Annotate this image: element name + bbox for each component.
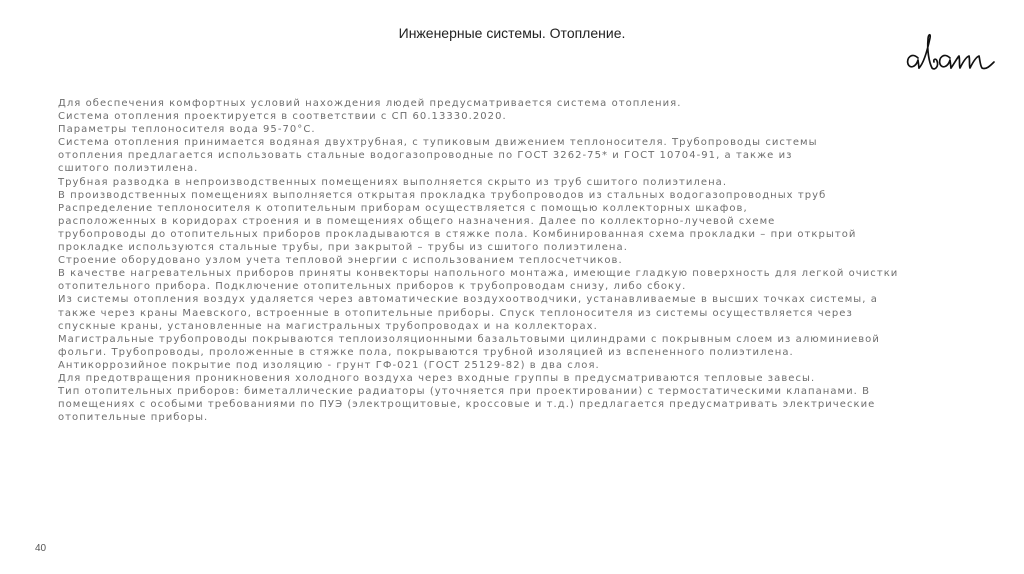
text-line: Из системы отопления воздух удаляется через автоматические воздухоотводчики, устанавливаемые в высших точках системы, а <box>58 294 878 306</box>
text-line: Параметры теплоносителя вода 95-70°С. <box>58 124 316 136</box>
text-line: Тип отопительных приборов: биметаллические радиаторы (уточняется при проектировании) с термостатическими клапанами. В <box>58 386 871 398</box>
text-line: помещениях с особыми требованиями по ПУЭ (электрощитовые, кроссовые и т.д.) предлагается предусматривать электрические <box>58 399 876 411</box>
text-line: Строение оборудовано узлом учета тепловой энергии с использованием теплосчетчиков. <box>58 255 623 267</box>
text-line: Распределение теплоносителя к отопительным приборам осуществляется с помощью коллекторных шкафов, <box>58 202 748 214</box>
text-line: В производственных помещениях выполняется открытая прокладка трубопроводов из стальных водогазопроводных труб <box>58 189 827 201</box>
brand-logo <box>902 28 1002 88</box>
text-line: Трубная разводка в непроизводственных помещениях выполняется скрыто из труб сшитого полиэтилена. <box>58 176 728 188</box>
text-line: трубопроводы до отопительных приборов прокладываются в стяжке пола. Комбинированная схема прокладки – при открытой <box>58 228 857 240</box>
text-line: также через краны Маевского, встроенные в отопительные приборы. Спуск теплоносителя из системы осуществляется через <box>58 307 853 319</box>
text-line: расположенных в коридорах строения и в помещениях общего назначения. Далее по коллекторно-лучевой схеме <box>58 215 776 227</box>
text-line: Магистральные трубопроводы покрываются теплоизоляционными базальтовыми цилиндрами с покрывным слоем из алюминиевой <box>58 333 880 345</box>
text-line: спускные краны, установленные на магистральных трубопроводах и на коллекторах. <box>58 320 598 332</box>
text-line: отопительного прибора. Подключение отопительных приборов к трубопроводам снизу, либо сбоку. <box>58 281 687 293</box>
text-line: Для предотвращения проникновения холодного воздуха через входные группы в предусматриваются тепловые завесы. <box>58 372 816 384</box>
text-line: прокладке используются стальные трубы, при закрытой – трубы из сшитого полиэтилена. <box>58 242 628 254</box>
page-number: 40 <box>35 543 47 554</box>
logo-signature-icon <box>902 28 1002 88</box>
text-line: Антикоррозийное покрытие под изоляцию - грунт ГФ-021 (ГОСТ 25129-82) в два слоя. <box>58 359 600 371</box>
text-line: фольги. Трубопроводы, проложенные в стяжке пола, покрываются трубной изоляцией из вспененного полиэтилена. <box>58 346 794 358</box>
body-text <box>58 97 958 424</box>
text-line: сшитого полиэтилена. <box>58 163 199 175</box>
text-line: Система отопления проектируется в соответствии с СП 60.13330.2020. <box>58 111 507 123</box>
text-line: Система отопления принимается водяная двухтрубная, с тупиковым движением теплоносителя. Трубопроводы системы <box>58 137 818 149</box>
text-line: отопления предлагается использовать стальные водогазопроводные по ГОСТ 3262-75* и ГОСТ 10704-91, а также из <box>58 150 793 162</box>
slide-title: Инженерные системы. Отопление. <box>398 25 626 41</box>
text-line: отопительные приборы. <box>58 412 209 424</box>
text-line: Для обеспечения комфортных условий нахождения людей предусматривается система отопления. <box>58 98 682 109</box>
text-line: В качестве нагревательных приборов приняты конвекторы напольного монтажа, имеющие гладкую поверхность для легкой очистки <box>58 268 899 280</box>
